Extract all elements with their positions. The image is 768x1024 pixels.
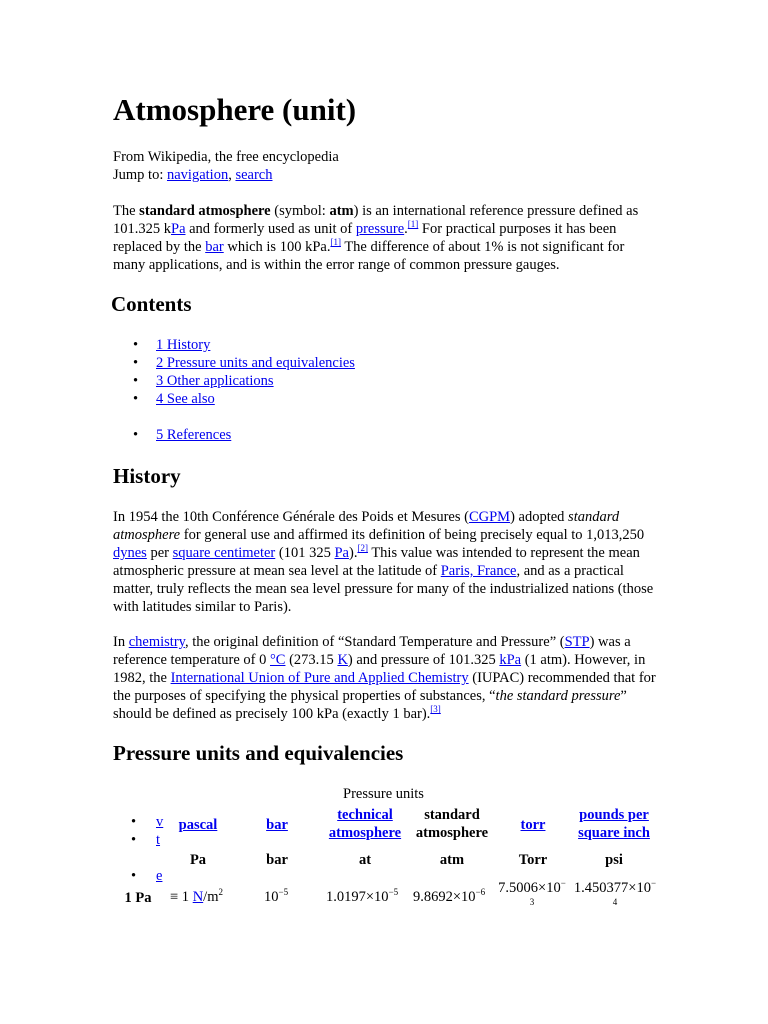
jump-separator: ,	[228, 167, 232, 183]
text: In 1954 the 10th Conférence Générale des Poids et Mesures (	[113, 509, 469, 525]
text: ) and pressure of 101.325	[347, 652, 500, 668]
table-cell-pascal	[170, 889, 223, 906]
toc-item	[133, 372, 355, 390]
unit-symbol: Pa	[189, 852, 207, 868]
site-tagline: From Wikipedia, the free encyclopedia	[113, 149, 339, 165]
contents-heading: Contents	[111, 292, 192, 316]
link-pressure[interactable]: pressure	[355, 221, 405, 237]
link-cgpm[interactable]: CGPM	[468, 509, 511, 525]
navbox-edit-link[interactable]: e	[156, 868, 163, 884]
table-cell-bar	[264, 889, 288, 906]
text: .	[404, 221, 408, 237]
toc-item	[133, 354, 355, 372]
unit-symbol: bar	[266, 852, 288, 868]
superscript: −	[560, 878, 566, 888]
article-meta	[113, 148, 339, 184]
text: ).	[348, 545, 358, 561]
reference-link[interactable]: [2]	[357, 543, 368, 553]
superscript: −5	[278, 887, 289, 897]
history-paragraph-2	[113, 633, 658, 723]
pressure-units-heading: Pressure units and equivalencies	[113, 741, 404, 765]
reference-link[interactable]: [3]	[430, 704, 441, 714]
toc-link-pressure-units[interactable]: 2 Pressure units and equivalencies	[156, 355, 355, 371]
header-link-torr[interactable]: torr	[520, 817, 546, 833]
text: /m	[203, 889, 219, 905]
link-newton[interactable]: N	[192, 889, 204, 905]
link-celsius[interactable]: °C	[269, 652, 286, 668]
toc-link-references[interactable]: 5 References	[156, 427, 232, 443]
reference-link[interactable]: [1]	[407, 219, 419, 229]
text: , the original definition of “Standard Temperature and Pressure” (	[184, 634, 565, 650]
table-of-contents	[133, 336, 355, 444]
text: The	[113, 203, 140, 219]
link-stp[interactable]: STP	[564, 634, 590, 650]
jump-navigation-link[interactable]: navigation	[166, 167, 229, 183]
toc-item	[133, 426, 355, 444]
text: 9.8692×10	[413, 889, 476, 905]
navbox-view-link[interactable]: v	[156, 814, 164, 830]
text: ” should be defined as precisely 100 kPa (exactly 1 bar).	[113, 688, 627, 722]
text: which is 100 kPa.	[223, 239, 331, 255]
toc-link-see-also[interactable]: 4 See also	[156, 391, 215, 407]
toc-item	[133, 336, 355, 354]
link-bar[interactable]: bar	[205, 239, 224, 255]
unit-symbol: at	[358, 852, 372, 868]
text: This value was intended to represent the mean atmospheric pressure at mean sea level at the latitude of	[113, 545, 640, 579]
italic-term: standard atmosphere	[113, 509, 620, 543]
navbox-item	[131, 814, 163, 831]
reference-link[interactable]: [1]	[330, 237, 341, 247]
column-header-pascal	[177, 816, 219, 834]
text: , and as a practical matter, truly reflects the mean sea level pressure for many of the industrialized nations (those with latitudes similar to Paris).	[113, 563, 654, 615]
text: for general use and affirmed its definition of being precisely equal to 1,013,250	[180, 527, 645, 543]
table-cell-psi	[569, 878, 661, 909]
column-header-torr	[513, 816, 553, 834]
jump-search-link[interactable]: search	[235, 167, 273, 183]
text: ) was a reference temperature of 0	[113, 634, 631, 668]
column-header-psi	[573, 806, 655, 842]
link-pascal[interactable]: Pa	[334, 545, 349, 561]
link-dynes[interactable]: dynes	[113, 545, 147, 561]
superscript: 2	[218, 887, 223, 897]
header-link-psi[interactable]: pounds per square inch	[578, 807, 650, 841]
link-square-centimeter[interactable]: square centimeter	[172, 545, 276, 561]
jump-to-label: Jump to:	[113, 167, 164, 183]
jump-to-line	[113, 166, 339, 184]
text: and formerly used as unit of	[185, 221, 356, 237]
superscript: −5	[388, 887, 399, 897]
table-cell-at	[326, 889, 398, 906]
header-link-bar[interactable]: bar	[266, 817, 288, 833]
text: 1.450377×10	[573, 880, 651, 896]
toc-item	[133, 390, 355, 408]
unit-symbol: psi	[605, 852, 623, 868]
column-header-standard-atmosphere: standard atmosphere	[415, 807, 489, 841]
history-heading: History	[113, 464, 181, 488]
text: In	[113, 634, 129, 650]
column-header-technical-atmosphere	[321, 806, 409, 842]
navbox-talk-link[interactable]: t	[156, 832, 161, 848]
text: 10	[264, 889, 279, 905]
wrapped-exponent: 3	[529, 897, 535, 907]
column-header-bar	[257, 816, 297, 834]
text: 7.5006×10	[498, 880, 561, 896]
navbox-item	[131, 832, 160, 849]
link-iupac[interactable]: International Union of Pure and Applied Chemistry	[170, 670, 469, 686]
intro-paragraph	[113, 202, 658, 274]
text: For practical purposes it has been replaced by the	[113, 221, 617, 255]
text: ≡ 1	[170, 889, 193, 905]
text: The difference of about 1% is not significant for many applications, and is within the error range of common pressure gauges.	[113, 239, 625, 273]
table-caption: Pressure units	[343, 786, 424, 802]
row-header: 1 Pa	[124, 890, 152, 906]
text: (1 atm). However, in 1982, the	[113, 652, 646, 686]
unit-symbol: atm	[439, 852, 465, 868]
text: (273.15	[285, 652, 338, 668]
text: (symbol:	[270, 203, 330, 219]
header-link-pascal[interactable]: pascal	[178, 817, 218, 833]
text: ) is an international reference pressure defined as 101.325 k	[113, 203, 639, 237]
superscript: −	[650, 878, 657, 888]
history-paragraph-1	[113, 508, 658, 616]
italic-term: the standard pressure	[495, 688, 621, 704]
header-link-technical-atmosphere[interactable]: technical atmosphere	[328, 807, 402, 841]
wrapped-exponent: 4	[612, 897, 618, 907]
bold-term: standard atmosphere	[139, 203, 271, 219]
bold-symbol: atm	[329, 203, 354, 219]
toc-link-other-applications[interactable]: 3 Other applications	[156, 373, 274, 389]
navbox-item	[131, 868, 162, 885]
link-pascal[interactable]: Pa	[171, 221, 186, 237]
link-kelvin[interactable]: K	[337, 652, 348, 668]
toc-link-history[interactable]: 1 History	[156, 337, 211, 353]
text: (101 325	[275, 545, 335, 561]
superscript: −6	[475, 887, 486, 897]
link-kpa[interactable]: kPa	[499, 652, 522, 668]
link-chemistry[interactable]: chemistry	[128, 634, 185, 650]
text: 1.0197×10	[326, 889, 389, 905]
table-cell-atm	[413, 889, 485, 906]
text: ) adopted	[510, 509, 569, 525]
page-title: Atmosphere (unit)	[113, 92, 357, 127]
text: (IUPAC) recommended that for the purposes of specifying the physical properties of substances, “	[113, 670, 656, 704]
table-cell-torr	[497, 878, 567, 909]
unit-symbol: Torr	[518, 852, 548, 868]
link-paris[interactable]: Paris, France	[440, 563, 517, 579]
text: per	[146, 545, 173, 561]
